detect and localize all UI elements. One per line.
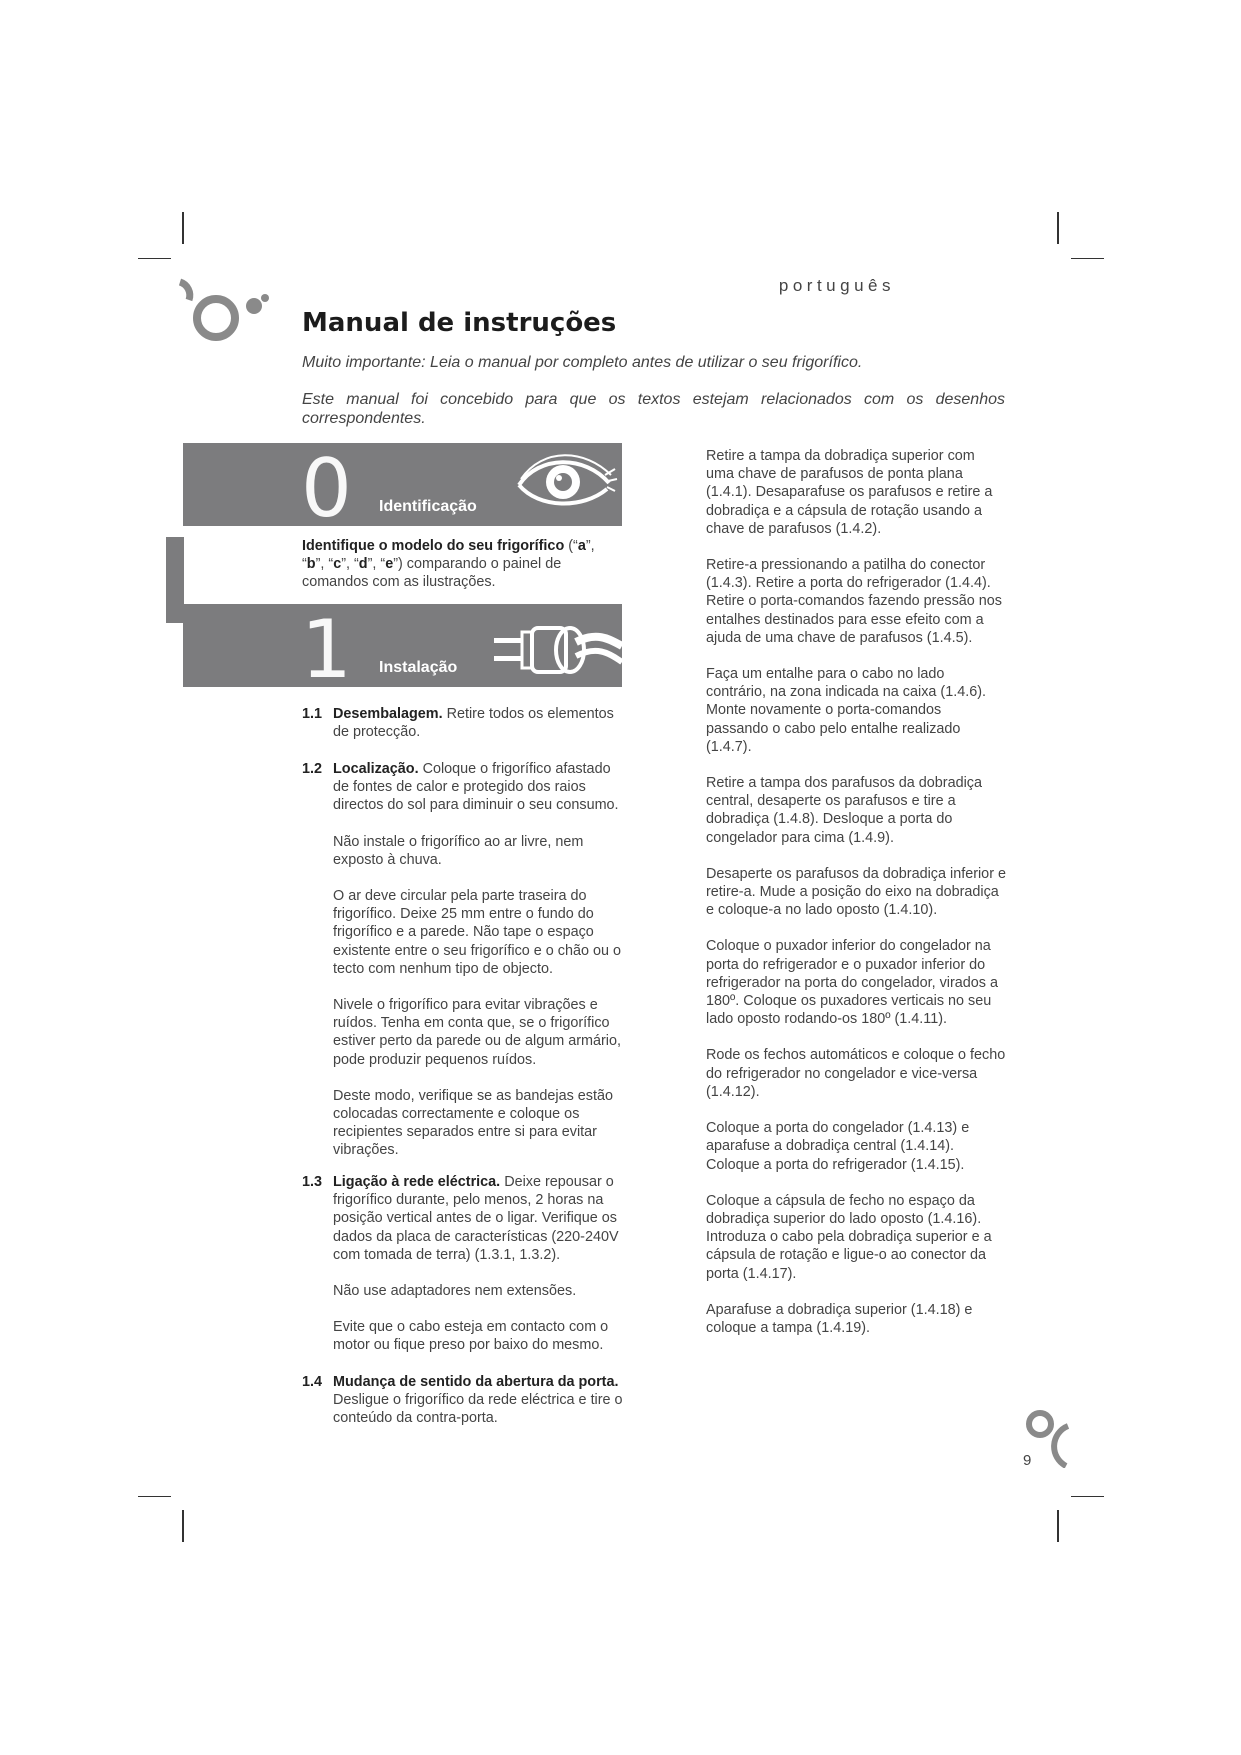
crop-mark [1071,1496,1104,1497]
crop-mark [182,1510,184,1542]
page-number: 9 [1023,1452,1032,1469]
eye-icon [513,449,618,517]
paragraph: Coloque a porta do congelador (1.4.13) e aparafuse a dobradiça central (1.4.14). Coloque a porta do refrigerador (1.4.15). [706,1120,970,1173]
crop-mark [138,258,171,259]
section-marker-bar [166,537,184,623]
paragraph: Aparafuse a dobradiça superior (1.4.18) e coloque a tampa (1.4.19). [706,1301,973,1336]
section-0-banner [183,442,622,535]
paragraph: Desaperte os parafusos da dobradiça inferior e retire-a. Mude a posição do eixo na dobradiça e coloque-a no lado oposto (1.4.10). [706,865,1006,919]
section-0-number: 0 [301,442,352,535]
paragraph: Retire a tampa da dobradiça superior com uma chave de parafusos de ponta plana (1.4.1). Desaparafuse os parafusos e retire a dobradiça e a cápsula de rotação usando a chave de parafusos (1.4.2). [706,448,993,537]
section-1-1: 1.1 Desembalagem. Retire todos os elementos de protecção. [302,706,614,741]
paragraph: Coloque o puxador inferior do congelador na porta do refrigerador e o puxador inferior do refrigerador na porta do congelador, virados a 180º. Coloque os puxadores verticais no seu lado oposto rodando-os 180º (1.4.11). [706,938,998,1028]
brand-logo-icon [176,274,276,354]
section-1-number: 1 [301,603,352,696]
crop-mark [1071,258,1104,259]
section-1-4: 1.4 Mudança de sentido da abertura da porta. Desligue o frigorífico da rede eléctrica e tire o conteúdo da contra-porta. [302,1374,623,1427]
paragraph: Faça um entalhe para o cabo no lado contrário, na zona indicada na caixa (1.4.6). Monte novamente o porta-comandos passando o cabo pelo entalhe realizado (1.4.7). [706,666,986,755]
crop-mark [1057,1510,1059,1542]
crop-mark [182,212,184,244]
language-label: português [778,276,895,295]
intro-line-1: Este manual foi concebido para que os textos estejam relacionados com os desenhos [302,391,1005,408]
intro-line-2: correspondentes. [302,410,426,427]
brand-logo-small-icon [1024,1408,1074,1468]
paragraph: Retire a tampa dos parafusos da dobradiça central, desaperte os parafusos e tire a dobradiça (1.4.8). Desloque a porta do congelador para cima (1.4.9). [706,775,982,846]
paragraph: Rode os fechos automáticos e coloque o fecho do refrigerador no congelador e vice-versa (1.4.12). [706,1047,1006,1100]
section-0-text: Identifique o modelo do seu frigorífico (“a”, “b”, “c”, “d”, “e”) comparando o painel de comandos com as ilustrações. [302,538,595,591]
plug-icon [488,612,622,682]
section-1-3: 1.3 Ligação à rede eléctrica. Deixe repousar o frigorífico durante, pelo menos, 2 horas na posição vertical antes de o ligar. Verifique os dados da placa de características (220-240V com tomada de terra) (1.3.1, 1.3.2). Não use adaptadores nem extensões. Evite que o cabo esteja em contacto com o motor ou fique preso por baixo do mesmo. [302,1174,619,1354]
section-1-banner [183,603,622,696]
right-column [706,447,1006,1355]
paragraph: Coloque a cápsula de fecho no espaço da dobradiça superior do lado oposto (1.4.16). Introduza o cabo pela dobradiça superior e a cápsula de rotação e ligue-o ao conector da porta (1.4.17). [706,1192,992,1282]
crop-mark [138,1496,171,1497]
intro-important: Muito importante: Leia o manual por completo antes de utilizar o seu frigorífico. [302,354,863,371]
section-1-label: Instalação [379,659,458,676]
section-0-label: Identificação [379,498,477,515]
section-1-2: 1.2 Localização. Coloque o frigorífico afastado de fontes de calor e protegido dos raios directos do sol para diminuir o seu consumo. Não instale o frigorífico ao ar livre, nem exposto à chuva. O ar deve circular pela parte traseira do frigorífico. Deixe 25 mm entre o fundo do frigorífico e a parede. Não tape o espaço existente entre o seu frigorífico e o chão ou o tecto com nenhum tipo de objecto. Nivele o frigorífico para evitar vibrações e ruídos. Tenha em conta que, se o frigorífico estiver perto da parede ou de algum armário, pode produzir pequenos ruídos. Deste modo, verifique se as bandejas estão colocadas correctamente e coloque os recipientes separados entre si para evitar vibrações. [302,761,621,1159]
page-title: Manual de instruções [302,308,617,338]
paragraph: Retire-a pressionando a patilha do conector (1.4.3). Retire a porta do refrigerador (1.4.4). Retire o porta-comandos fazendo pressão nos entalhes destinados para esse efeito com a ajuda de uma chave de parafusos (1.4.5). [706,557,1002,646]
crop-mark [1057,212,1059,244]
